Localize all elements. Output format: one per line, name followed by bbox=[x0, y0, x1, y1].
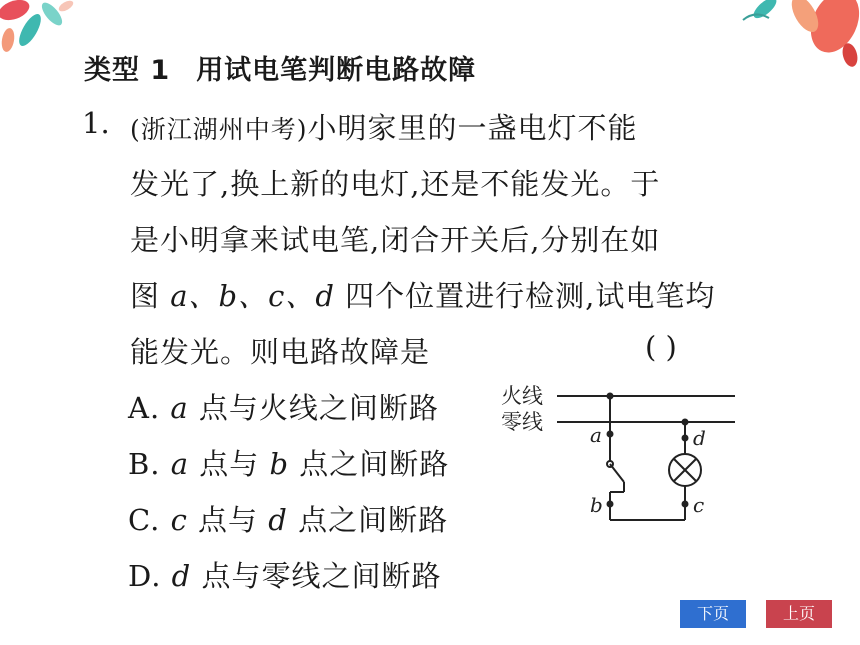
point-b-dot bbox=[607, 501, 614, 508]
answer-blank: ( ) bbox=[645, 330, 677, 364]
question-source: (浙江湖州中考) bbox=[130, 115, 308, 144]
point-b-label: b bbox=[590, 493, 603, 517]
neutral-wire-label: 零线 bbox=[501, 410, 543, 434]
option-label: D. bbox=[128, 559, 162, 593]
option-text: 点之间断路 bbox=[287, 503, 449, 537]
heading-title: 用试电笔判断电路故障 bbox=[196, 55, 477, 86]
option-var: c bbox=[170, 503, 188, 537]
floral-decoration-top-right-icon bbox=[735, 0, 860, 70]
junction-live bbox=[607, 393, 614, 400]
question-line-4 bbox=[130, 274, 715, 315]
switch-blade bbox=[610, 464, 624, 482]
question-line-1 bbox=[130, 106, 638, 147]
option-text: 点与零线之间断路 bbox=[191, 559, 442, 593]
question-text: 小明家里的一盏电灯不能 bbox=[307, 111, 638, 145]
option-text: 点与 bbox=[187, 503, 269, 537]
point-a-label: a bbox=[590, 423, 602, 447]
option-var: d bbox=[268, 503, 288, 537]
type-label: 类型 1 bbox=[84, 55, 171, 86]
point-c-dot bbox=[682, 501, 689, 508]
option-var: a bbox=[170, 447, 190, 481]
option-c[interactable] bbox=[128, 498, 448, 539]
option-b[interactable] bbox=[128, 442, 449, 483]
point-letters: a、b、c、d bbox=[170, 279, 335, 313]
option-text: 点之间断路 bbox=[289, 447, 450, 481]
question-line-5: 能发光。则电路故障是 bbox=[130, 335, 431, 369]
next-page-button[interactable]: 下页 bbox=[680, 600, 746, 628]
option-d[interactable] bbox=[128, 554, 441, 595]
option-var: b bbox=[269, 447, 290, 481]
question-line-2: 发光了,换上新的电灯,还是不能发光。于 bbox=[130, 167, 661, 201]
option-var: d bbox=[171, 559, 192, 593]
question-text: 四个位置进行检测,试电笔均 bbox=[334, 279, 716, 313]
floral-decoration-top-left-icon bbox=[0, 0, 90, 60]
question-number: 1. bbox=[82, 106, 110, 140]
option-label: B. bbox=[128, 447, 161, 481]
live-wire-label: 火线 bbox=[501, 384, 543, 408]
point-c-label: c bbox=[693, 493, 705, 517]
section-heading bbox=[84, 48, 476, 87]
question-line-3: 是小明拿来试电笔,闭合开关后,分别在如 bbox=[130, 223, 661, 257]
point-d-label: d bbox=[693, 426, 706, 450]
prev-page-button[interactable]: 上页 bbox=[766, 600, 832, 628]
option-text: 点与火线之间断路 bbox=[188, 391, 439, 425]
point-a-dot bbox=[607, 431, 614, 438]
option-text: 点与 bbox=[189, 447, 270, 481]
option-label: A. bbox=[128, 391, 161, 425]
option-label: C. bbox=[128, 503, 161, 537]
question-text: 图 bbox=[130, 279, 171, 313]
point-d-dot bbox=[682, 435, 689, 442]
circuit-diagram bbox=[495, 382, 745, 527]
option-a[interactable] bbox=[128, 386, 439, 427]
option-var: a bbox=[170, 391, 189, 425]
junction-neutral bbox=[682, 419, 689, 426]
